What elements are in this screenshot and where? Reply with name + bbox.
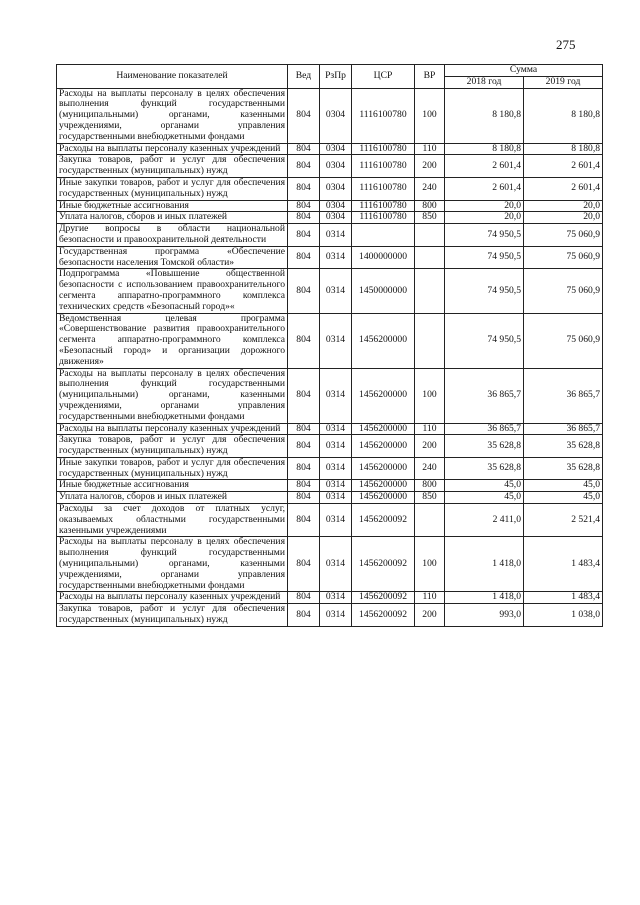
table-row (57, 537, 603, 592)
cell-s2019: 2 601,4 (524, 177, 603, 200)
cell-csr: 1456200000 (352, 435, 415, 458)
cell-s2019: 75 060,9 (524, 269, 603, 313)
cell-csr: 1116100780 (352, 200, 415, 212)
cell-s2019: 45,0 (524, 492, 603, 504)
cell-csr: 1116100780 (352, 155, 415, 178)
cell-name: Другие вопросы в области национальной безопасности и правоохранительной деятельности (57, 224, 288, 247)
cell-rzpr: 0304 (320, 177, 352, 200)
cell-s2019: 8 180,8 (524, 88, 603, 143)
cell-s2019: 1 483,4 (524, 592, 603, 604)
cell-vr: 850 (415, 212, 445, 224)
cell-s2019: 75 060,9 (524, 246, 603, 269)
cell-vr: 100 (415, 368, 445, 423)
cell-csr: 1456200092 (352, 537, 415, 592)
cell-ved: 804 (288, 504, 320, 537)
cell-s2018: 1 418,0 (445, 592, 524, 604)
cell-csr (352, 224, 415, 247)
cell-vr: 110 (415, 592, 445, 604)
cell-s2018: 74 950,5 (445, 224, 524, 247)
table-row (57, 504, 603, 537)
cell-name: Расходы на выплаты персоналу казенных учреждений (57, 423, 288, 435)
cell-s2019: 75 060,9 (524, 224, 603, 247)
cell-s2018: 2 601,4 (445, 155, 524, 178)
cell-s2019: 35 628,8 (524, 435, 603, 458)
cell-rzpr: 0314 (320, 246, 352, 269)
cell-s2018: 993,0 (445, 604, 524, 627)
header-vr: ВР (415, 65, 445, 89)
cell-ved: 804 (288, 423, 320, 435)
table-row (57, 177, 603, 200)
cell-ved: 804 (288, 246, 320, 269)
cell-csr: 1456200000 (352, 457, 415, 480)
cell-vr: 200 (415, 604, 445, 627)
cell-name: Иные бюджетные ассигнования (57, 480, 288, 492)
cell-s2019: 45,0 (524, 480, 603, 492)
cell-vr (415, 246, 445, 269)
header-ved: Вед (288, 65, 320, 89)
cell-ved: 804 (288, 143, 320, 155)
cell-rzpr: 0314 (320, 604, 352, 627)
cell-s2018: 36 865,7 (445, 423, 524, 435)
cell-csr: 1116100780 (352, 212, 415, 224)
header-sum: Сумма (445, 65, 603, 77)
cell-rzpr: 0314 (320, 480, 352, 492)
cell-rzpr: 0314 (320, 492, 352, 504)
cell-s2019: 20,0 (524, 212, 603, 224)
cell-vr (415, 313, 445, 368)
cell-name: Расходы за счет доходов от платных услуг, оказываемых областными государственными казенными учреждениями (57, 504, 288, 537)
table-row (57, 423, 603, 435)
cell-name: Подпрограмма «Повышение общественной безопасности с использованием правоохранительного сегмента аппаратно-программного комплекса технических средств «Безопасный город»« (57, 269, 288, 313)
header-rzpr: РзПр (320, 65, 352, 89)
header-year-2018: 2018 год (445, 76, 524, 88)
cell-name: Закупка товаров, работ и услуг для обеспечения государственных (муниципальных) нужд (57, 155, 288, 178)
cell-csr: 1456200092 (352, 592, 415, 604)
cell-name: Расходы на выплаты персоналу в целях обеспечения выполнения функций государственными (муниципальными) органами, казенными учреждениями, органами управления государственными внебюджетными фондами (57, 88, 288, 143)
cell-s2018: 45,0 (445, 492, 524, 504)
cell-rzpr: 0304 (320, 200, 352, 212)
cell-rzpr: 0314 (320, 592, 352, 604)
table-row (57, 457, 603, 480)
table-row (57, 313, 603, 368)
cell-s2019: 75 060,9 (524, 313, 603, 368)
header-row (57, 65, 603, 77)
cell-csr: 1116100780 (352, 177, 415, 200)
cell-ved: 804 (288, 480, 320, 492)
cell-csr: 1456200000 (352, 368, 415, 423)
cell-vr: 200 (415, 435, 445, 458)
cell-ved: 804 (288, 88, 320, 143)
cell-name: Иные бюджетные ассигнования (57, 200, 288, 212)
cell-name: Закупка товаров, работ и услуг для обеспечения государственных (муниципальных) нужд (57, 604, 288, 627)
cell-csr: 1456200092 (352, 604, 415, 627)
cell-vr: 800 (415, 480, 445, 492)
cell-csr: 1116100780 (352, 143, 415, 155)
cell-rzpr: 0314 (320, 269, 352, 313)
cell-s2018: 20,0 (445, 200, 524, 212)
cell-csr: 1456200000 (352, 423, 415, 435)
cell-s2018: 36 865,7 (445, 368, 524, 423)
cell-vr: 800 (415, 200, 445, 212)
cell-ved: 804 (288, 537, 320, 592)
cell-s2018: 74 950,5 (445, 269, 524, 313)
table-row (57, 88, 603, 143)
cell-s2018: 8 180,8 (445, 143, 524, 155)
cell-ved: 804 (288, 155, 320, 178)
cell-ved: 804 (288, 435, 320, 458)
cell-name: Закупка товаров, работ и услуг для обеспечения государственных (муниципальных) нужд (57, 435, 288, 458)
cell-ved: 804 (288, 604, 320, 627)
cell-rzpr: 0304 (320, 212, 352, 224)
cell-csr: 1456200092 (352, 504, 415, 537)
cell-vr: 100 (415, 88, 445, 143)
cell-rzpr: 0314 (320, 224, 352, 247)
cell-name: Иные закупки товаров, работ и услуг для обеспечения государственных (муниципальных) нужд (57, 457, 288, 480)
cell-rzpr: 0304 (320, 88, 352, 143)
table-row (57, 155, 603, 178)
cell-s2019: 8 180,8 (524, 143, 603, 155)
cell-s2018: 35 628,8 (445, 457, 524, 480)
cell-ved: 804 (288, 592, 320, 604)
cell-s2019: 2 521,4 (524, 504, 603, 537)
cell-rzpr: 0314 (320, 435, 352, 458)
table-row (57, 143, 603, 155)
cell-s2018: 20,0 (445, 212, 524, 224)
cell-rzpr: 0314 (320, 313, 352, 368)
cell-vr: 200 (415, 155, 445, 178)
cell-vr (415, 269, 445, 313)
cell-ved: 804 (288, 457, 320, 480)
cell-s2019: 36 865,7 (524, 368, 603, 423)
table-row (57, 269, 603, 313)
table-row (57, 592, 603, 604)
cell-csr: 1456200000 (352, 492, 415, 504)
cell-s2018: 2 601,4 (445, 177, 524, 200)
table-row (57, 212, 603, 224)
page-number: 275 (556, 37, 576, 52)
cell-vr: 850 (415, 492, 445, 504)
cell-s2019: 35 628,8 (524, 457, 603, 480)
cell-s2018: 8 180,8 (445, 88, 524, 143)
cell-name: Уплата налогов, сборов и иных платежей (57, 212, 288, 224)
cell-rzpr: 0314 (320, 423, 352, 435)
cell-ved: 804 (288, 269, 320, 313)
table-row (57, 224, 603, 247)
cell-ved: 804 (288, 313, 320, 368)
header-csr: ЦСР (352, 65, 415, 89)
cell-rzpr: 0314 (320, 537, 352, 592)
cell-name: Иные закупки товаров, работ и услуг для обеспечения государственных (муниципальных) нужд (57, 177, 288, 200)
cell-s2019: 36 865,7 (524, 423, 603, 435)
cell-vr: 240 (415, 457, 445, 480)
cell-ved: 804 (288, 200, 320, 212)
cell-vr (415, 224, 445, 247)
table-row (57, 200, 603, 212)
cell-vr: 110 (415, 423, 445, 435)
cell-s2018: 2 411,0 (445, 504, 524, 537)
table-row (57, 246, 603, 269)
cell-rzpr: 0314 (320, 504, 352, 537)
cell-csr: 1456200000 (352, 480, 415, 492)
header-name: Наименование показателей (57, 65, 288, 89)
cell-name: Расходы на выплаты персоналу казенных учреждений (57, 143, 288, 155)
cell-name: Расходы на выплаты персоналу в целях обеспечения выполнения функций государственными (муниципальными) органами, казенными учреждениями, органами управления государственными внебюджетными фондами (57, 368, 288, 423)
cell-csr: 1450000000 (352, 269, 415, 313)
table-row (57, 435, 603, 458)
cell-ved: 804 (288, 177, 320, 200)
cell-name: Ведомственная целевая программа «Совершенствование развития правоохранительного сегмента аппаратно-программного комплекса «Безопасный город» и организации дорожного движения» (57, 313, 288, 368)
cell-csr: 1116100780 (352, 88, 415, 143)
cell-vr (415, 504, 445, 537)
table-body (57, 88, 603, 626)
table-row (57, 492, 603, 504)
table-row (57, 480, 603, 492)
cell-ved: 804 (288, 368, 320, 423)
cell-rzpr: 0314 (320, 368, 352, 423)
cell-rzpr: 0304 (320, 155, 352, 178)
cell-name: Расходы на выплаты персоналу в целях обеспечения выполнения функций государственными (муниципальными) органами, казенными учреждениями, органами управления государственными внебюджетными фондами (57, 537, 288, 592)
cell-s2019: 1 483,4 (524, 537, 603, 592)
cell-name: Расходы на выплаты персоналу казенных учреждений (57, 592, 288, 604)
cell-s2018: 1 418,0 (445, 537, 524, 592)
cell-csr: 1456200000 (352, 313, 415, 368)
cell-name: Государственная программа «Обеспечение безопасности населения Томской области» (57, 246, 288, 269)
cell-s2019: 20,0 (524, 200, 603, 212)
cell-rzpr: 0304 (320, 143, 352, 155)
cell-ved: 804 (288, 212, 320, 224)
cell-vr: 110 (415, 143, 445, 155)
header-year-2019: 2019 год (524, 76, 603, 88)
cell-csr: 1400000000 (352, 246, 415, 269)
cell-ved: 804 (288, 492, 320, 504)
cell-s2019: 2 601,4 (524, 155, 603, 178)
cell-ved: 804 (288, 224, 320, 247)
cell-s2018: 35 628,8 (445, 435, 524, 458)
cell-s2018: 74 950,5 (445, 246, 524, 269)
cell-name: Уплата налогов, сборов и иных платежей (57, 492, 288, 504)
cell-rzpr: 0314 (320, 457, 352, 480)
cell-vr: 240 (415, 177, 445, 200)
cell-s2018: 45,0 (445, 480, 524, 492)
table-row (57, 368, 603, 423)
cell-s2019: 1 038,0 (524, 604, 603, 627)
budget-table (56, 64, 603, 627)
cell-vr: 100 (415, 537, 445, 592)
cell-s2018: 74 950,5 (445, 313, 524, 368)
table-row (57, 604, 603, 627)
